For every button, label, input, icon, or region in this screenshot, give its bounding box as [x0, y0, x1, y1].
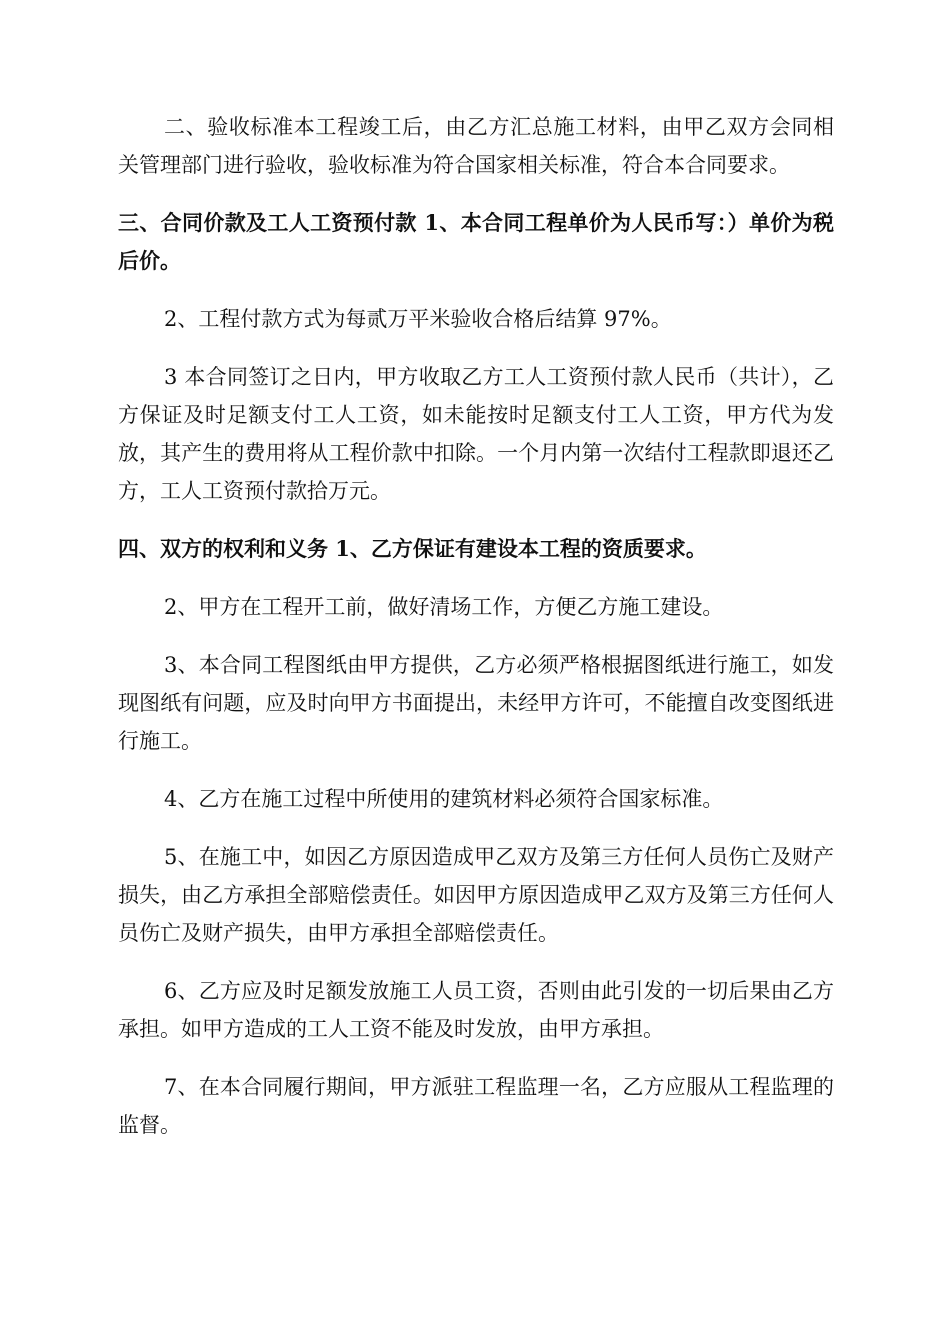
paragraph-liability: 5、在施工中，如因乙方原因造成甲乙双方及第三方任何人员伤亡及财产损失，由乙方承担全部赔偿责任。如因甲方原因造成甲乙双方及第三方任何人员伤亡及财产损失，由甲方承担全部赔偿责任。 — [118, 845, 834, 945]
paragraph-wage-prepayment: 3 本合同签订之日内，甲方收取乙方工人工资预付款人民币（共计），乙方保证及时足额支付工人工资，如未能按时足额支付工人工资，甲方代为发放，其产生的费用将从工程价款中扣除。一个月内第一次结付工程款即退还乙方，工人工资预付款拾万元。 — [118, 365, 834, 503]
paragraph-drawings: 3、本合同工程图纸由甲方提供，乙方必须严格根据图纸进行施工，如发现图纸有问题，应及时向甲方书面提出，未经甲方许可，不能擅自改变图纸进行施工。 — [118, 653, 834, 753]
heading-contract-price: 三、合同价款及工人工资预付款 1、本合同工程单价为人民币写：）单价为税后价。 — [118, 210, 834, 273]
paragraph-acceptance-standard: 二、验收标准本工程竣工后，由乙方汇总施工材料，由甲乙双方会同相关管理部门进行验收，验收标准为符合国家相关标准，符合本合同要求。 — [118, 115, 834, 177]
document-page — [118, 108, 834, 1144]
paragraph-payment-method: 2、工程付款方式为每贰万平米验收合格后结算 97%。 — [164, 307, 672, 331]
paragraph-site-clearing: 2、甲方在工程开工前，做好清场工作，方便乙方施工建设。 — [164, 595, 724, 619]
paragraph-supervision: 7、在本合同履行期间，甲方派驻工程监理一名，乙方应服从工程监理的监督。 — [118, 1075, 834, 1137]
heading-rights-obligations: 四、双方的权利和义务 1、乙方保证有建设本工程的资质要求。 — [118, 536, 707, 561]
paragraph-materials: 4、乙方在施工过程中所使用的建筑材料必须符合国家标准。 — [164, 787, 724, 811]
paragraph-wages: 6、乙方应及时足额发放施工人员工资，否则由此引发的一切后果由乙方承担。如甲方造成的工人工资不能及时发放，由甲方承担。 — [118, 979, 834, 1041]
